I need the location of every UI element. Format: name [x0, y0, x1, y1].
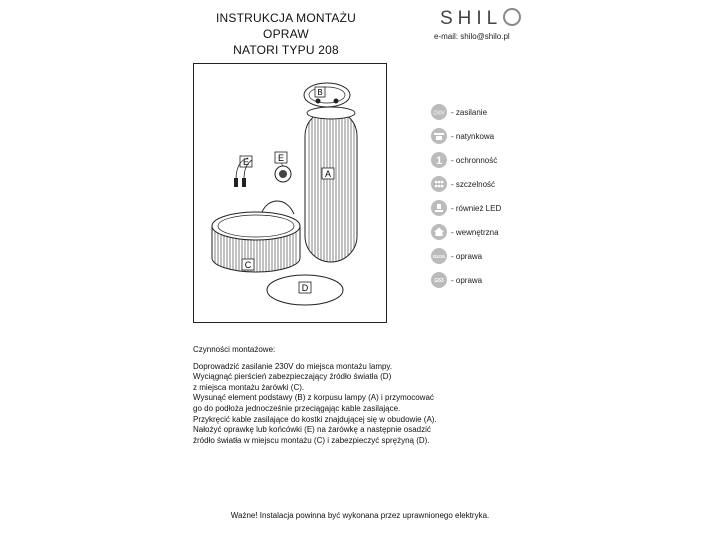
contact-email: e-mail: shilo@shilo.pl	[434, 32, 510, 41]
instruction-line: Doprowadzić zasilanie 230V do miejsca montażu lampy.	[193, 361, 393, 371]
title-line-2: NATORI TYPU 208	[233, 43, 339, 57]
legend-item-supply	[430, 104, 487, 120]
legend-label-ip: - szczelność	[451, 179, 496, 189]
legend-label-protection: - ochronność	[451, 155, 498, 165]
indoor-icon	[430, 223, 448, 241]
instructions-heading: Czynności montażowe:	[193, 345, 276, 354]
legend-item-protection	[430, 152, 497, 168]
label-e-wires: E	[242, 157, 250, 167]
led-compatible-icon	[430, 199, 448, 217]
legend-label-g53: - oprawa	[451, 275, 483, 285]
legend-item-gu10	[430, 248, 482, 264]
protection-class-icon	[430, 151, 448, 169]
legend-label-led: - również LED	[451, 203, 502, 213]
legend-item-g53	[430, 272, 482, 288]
instruction-line: Wyciągnąć pierścień zabezpieczający źródło światła (D)	[193, 372, 392, 382]
g53-socket-icon	[430, 271, 448, 289]
legend-item-ip	[430, 176, 495, 192]
label-e-socket: E	[277, 153, 285, 163]
label-b: B	[317, 88, 323, 97]
label-c: C	[244, 260, 252, 270]
instruction-line: źródło światła w miejscu montażu (C) i zabezpieczyć sprężyną (D).	[193, 435, 430, 445]
title-line-1: INSTRUKCJA MONTAŻU OPRAW	[215, 11, 357, 41]
logo-text: SHIL	[440, 8, 503, 29]
instruction-line: go do podłoża jednocześnie przeciągając kable zasilające.	[193, 403, 401, 413]
instruction-line: Wysunąć element podstawy (B) z korpusu lampy (A) i przymocować	[193, 393, 434, 403]
svg-text:1: 1	[435, 155, 443, 167]
bulb-housing-part-c	[212, 212, 300, 275]
instruction-line: Przykręcić kable zasilające do kostki znajdującej się w obudowie (A).	[193, 414, 437, 424]
surface-mount-icon	[430, 127, 448, 145]
legend-label-supply: - zasilanie	[451, 107, 488, 117]
bulb-socket-part-e	[275, 152, 291, 182]
legend-label-gu10: - oprawa	[451, 251, 483, 261]
instruction-line: z miejsca montażu żarówki (C).	[193, 382, 305, 392]
safety-warning: Ważne! Instalacja powinna być wykonana przez uprawnionego elektryka.	[230, 511, 490, 520]
lamp-body-part-a	[305, 107, 357, 264]
label-a: A	[324, 169, 332, 179]
connector-wires-part-e	[234, 156, 252, 187]
svg-text:GU10: GU10	[432, 254, 446, 259]
assembly-instructions	[193, 345, 463, 446]
label-d: D	[301, 283, 309, 293]
svg-text:230V: 230V	[433, 110, 445, 117]
ip-rating-icon	[430, 175, 448, 193]
legend-label-indoor: - wewnętrzna	[451, 227, 499, 237]
legend-item-indoor	[430, 224, 499, 240]
legend-label-surface: - natynkowa	[451, 131, 495, 141]
svg-text:G53: G53	[434, 278, 444, 284]
legend-item-led	[430, 200, 501, 216]
canopy-part-b	[304, 83, 350, 107]
gu10-socket-icon	[430, 247, 448, 265]
voltage-230v-icon	[430, 103, 448, 121]
retaining-ring-part-d	[267, 275, 343, 305]
instruction-line: Nałożyć oprawkę lub końcówki (E) na żarówkę a następnie osadzić	[193, 425, 431, 435]
legend-item-surface	[430, 128, 494, 144]
